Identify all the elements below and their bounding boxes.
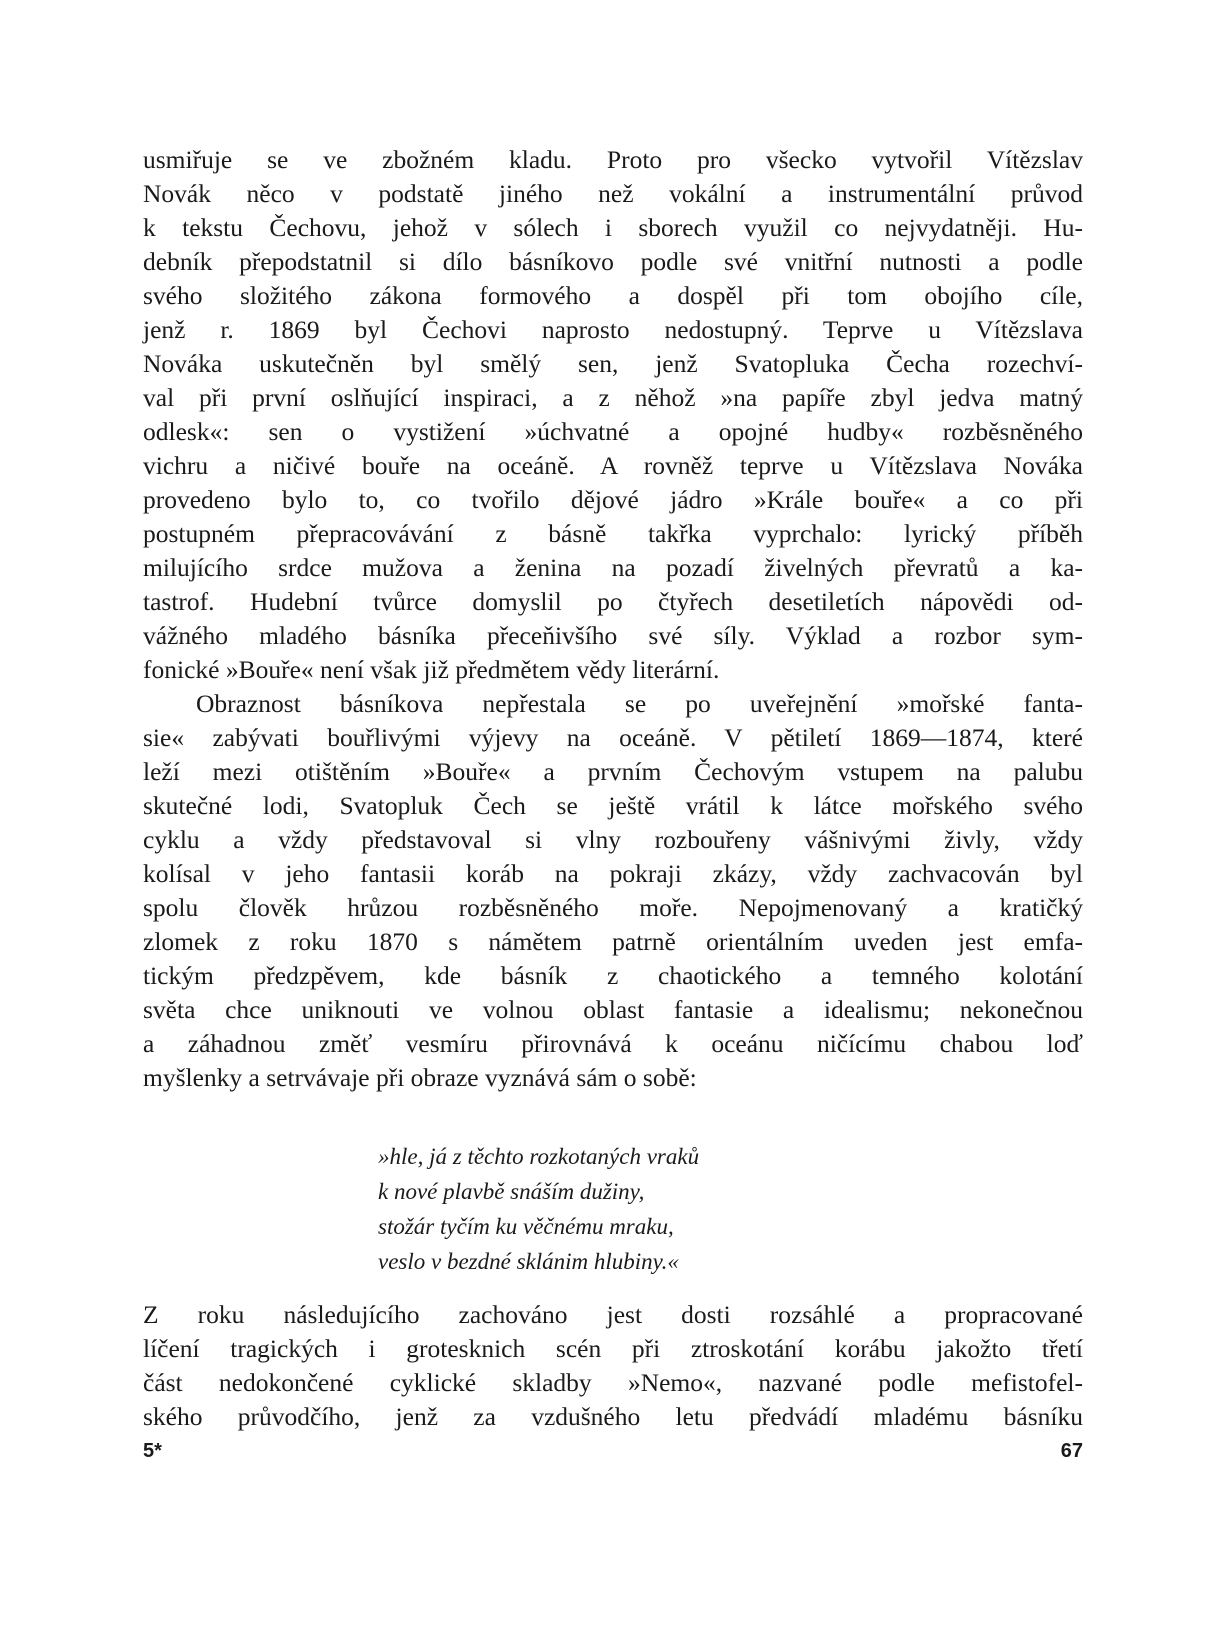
page-footer [143, 1440, 1083, 1470]
text-line: leží mezi otištěním »Bouře« a prvním Čechovým vstupem na palubu [143, 757, 1083, 786]
text-line: tastrof. Hudební tvůrce domyslil po čtyřech desetiletích nápovědi od- [143, 587, 1083, 616]
text-line: líčení tragických i grotesknich scén při ztroskotání korábu jakožto třetí [143, 1334, 1083, 1363]
text-line: cyklu a vždy představoval si vlny rozbouřeny vášnivými živly, vždy [143, 825, 1083, 854]
text-line: usmiřuje se ve zbožném kladu. Proto pro všecko vytvořil Vítězslav [143, 145, 1083, 174]
text-line: odlesk«: sen o vystižení »úchvatné a opojné hudby« rozběsněného [143, 417, 1083, 446]
page-number: 67 [1060, 1440, 1083, 1462]
text-line: spolu člověk hrůzou rozběsněného moře. Nepojmenovaný a kratičký [143, 893, 1083, 922]
text-line: provedeno bylo to, co tvořilo dějové jádro »Krále bouře« a co při [143, 485, 1083, 514]
text-line: debník přepodstatnil si dílo básníkovo podle své vnitřní nutnosti a podle [143, 247, 1083, 276]
text-line: Obraznost básníkova nepřestala se po uveřejnění »mořské fanta- [196, 689, 1083, 718]
text-line: jenž r. 1869 byl Čechovi naprosto nedostupný. Teprve u Vítězslava [143, 315, 1083, 344]
text-line: skutečné lodi, Svatopluk Čech se ještě vrátil k látce mořského svého [143, 791, 1083, 820]
text-line: kolísal v jeho fantasii koráb na pokraji zkázy, vždy zachvacován byl [143, 859, 1083, 888]
text-line: část nedokončené cyklické skladby »Nemo«, nazvané podle mefistofel- [143, 1368, 1083, 1397]
verse-line: stožár tyčím ku věčnému mraku, [378, 1214, 674, 1239]
text-line: fonické »Bouře« není však již předmětem vědy literární. [143, 655, 720, 684]
text-line: Nováka uskutečněn byl smělý sen, jenž Svatopluka Čecha rozechví- [143, 349, 1083, 378]
body-text [143, 143, 1083, 1095]
text-line: sie« zabývati bouřlivými výjevy na oceáně. V pětiletí 1869—1874, které [143, 723, 1083, 752]
text-line: Z roku následujícího zachováno jest dosti rozsáhlé a propracované [143, 1300, 1083, 1329]
text-line: zlomek z roku 1870 s námětem patrně orientálním uveden jest emfa- [143, 927, 1083, 956]
text-line: postupném přepracovávání z básně takřka vyprchalo: lyrický příběh [143, 519, 1083, 548]
body-text-continued [143, 1298, 1083, 1434]
signature-mark: 5* [143, 1440, 162, 1462]
text-line: ského průvodčího, jenž za vzdušného letu předvádí mladému básníku [143, 1402, 1083, 1431]
verse-line: k nové plavbě snáším dužiny, [378, 1179, 645, 1204]
text-line: vichru a ničivé bouře na oceáně. A rovněž teprve u Vítězslava Nováka [143, 451, 1083, 480]
text-line: vážného mladého básníka přeceňivšího své síly. Výklad a rozbor sym- [143, 621, 1083, 650]
text-line: Novák něco v podstatě jiného než vokální a instrumentální průvod [143, 179, 1083, 208]
text-line: svého složitého zákona formového a dospěl při tom obojího cíle, [143, 281, 1083, 310]
verse-quote [378, 1139, 938, 1279]
verse-line: »hle, já z těchto rozkotaných vraků [378, 1144, 700, 1169]
text-line: k tekstu Čechovu, jehož v sólech i sborech využil co nejvydatněji. Hu- [143, 213, 1083, 242]
verse-line: veslo v bezdné sklánim hlubiny.« [378, 1249, 679, 1274]
text-line: a záhadnou změť vesmíru přirovnává k oceánu ničícímu chabou loď [143, 1029, 1083, 1058]
text-line: val při první oslňující inspiraci, a z něhož »na papíře zbyl jedva matný [143, 383, 1083, 412]
text-line: tickým předzpěvem, kde básník z chaotického a temného kolotání [143, 961, 1083, 990]
text-line: myšlenky a setrvávaje při obraze vyznává sám o sobě: [143, 1063, 697, 1092]
text-line: milujícího srdce mužova a ženina na pozadí živelných převratů a ka- [143, 553, 1083, 582]
text-line: světa chce uniknouti ve volnou oblast fantasie a idealismu; nekonečnou [143, 995, 1083, 1024]
